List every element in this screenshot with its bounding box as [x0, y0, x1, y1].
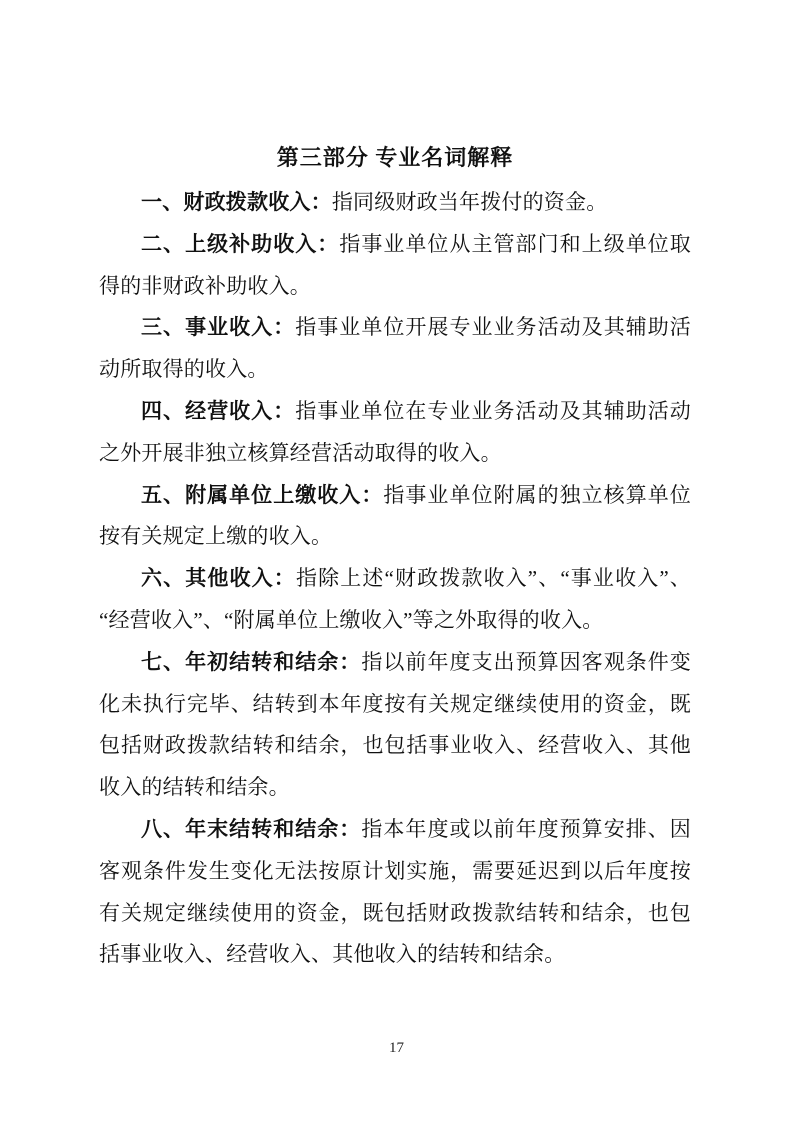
page-title: 第三部分 专业名词解释: [276, 145, 514, 170]
term-label: 五、附属单位上缴收入：: [141, 482, 384, 507]
term-paragraph: [99, 307, 691, 391]
term-definition: 指除上述“财政拨款收入”、“事业收入”、“经营收入”、“附属单位上缴收入”等之外取得的收入。: [99, 566, 691, 632]
term-label: 八、年末结转和结余：: [141, 816, 362, 841]
term-paragraph: [99, 809, 691, 976]
term-label: 七、年初结转和结余：: [141, 649, 362, 674]
term-definition: 指同级财政当年拨付的资金。: [331, 190, 608, 214]
term-definition: 指事业单位在专业业务活动及其辅助活动之外开展非独立核算经营活动取得的收入。: [99, 398, 691, 465]
term-label: 六、其他收入：: [141, 566, 296, 591]
term-paragraph: [99, 224, 691, 308]
term-paragraph: [99, 391, 691, 475]
term-paragraph: [99, 475, 691, 559]
term-definition: 指以前年度支出预算因客观条件变化未执行完毕、结转到本年度按有关规定继续使用的资金，既包括财政拨款结转和结余，也包括事业收入、经营收入、其他收入的结转和结余。: [99, 649, 692, 800]
term-paragraph: [99, 642, 691, 809]
term-definition: 指事业单位附属的独立核算单位按有关规定上缴的收入。: [99, 482, 691, 549]
page-number: 17: [389, 1040, 404, 1056]
term-label: 二、上级补助收入：: [141, 231, 340, 256]
term-label: 四、经营收入：: [141, 398, 296, 423]
term-paragraph: [99, 558, 691, 642]
document-content: [99, 144, 691, 976]
term-definition: 指事业单位从主管部门和上级单位取得的非财政补助收入。: [99, 231, 691, 298]
term-label: 三、事业收入：: [141, 315, 296, 340]
term-paragraph: [99, 182, 691, 224]
term-definition: 指本年度或以前年度预算安排、因客观条件发生变化无法按原计划实施，需要延迟到以后年度按有关规定继续使用的资金，既包括财政拨款结转和结余，也包括事业收入、经营收入、其他收入的结转和结余。: [99, 816, 692, 967]
term-definition: 指事业单位开展专业业务活动及其辅助活动所取得的收入。: [99, 315, 691, 382]
term-label: 一、财政拨款收入：: [141, 190, 332, 214]
